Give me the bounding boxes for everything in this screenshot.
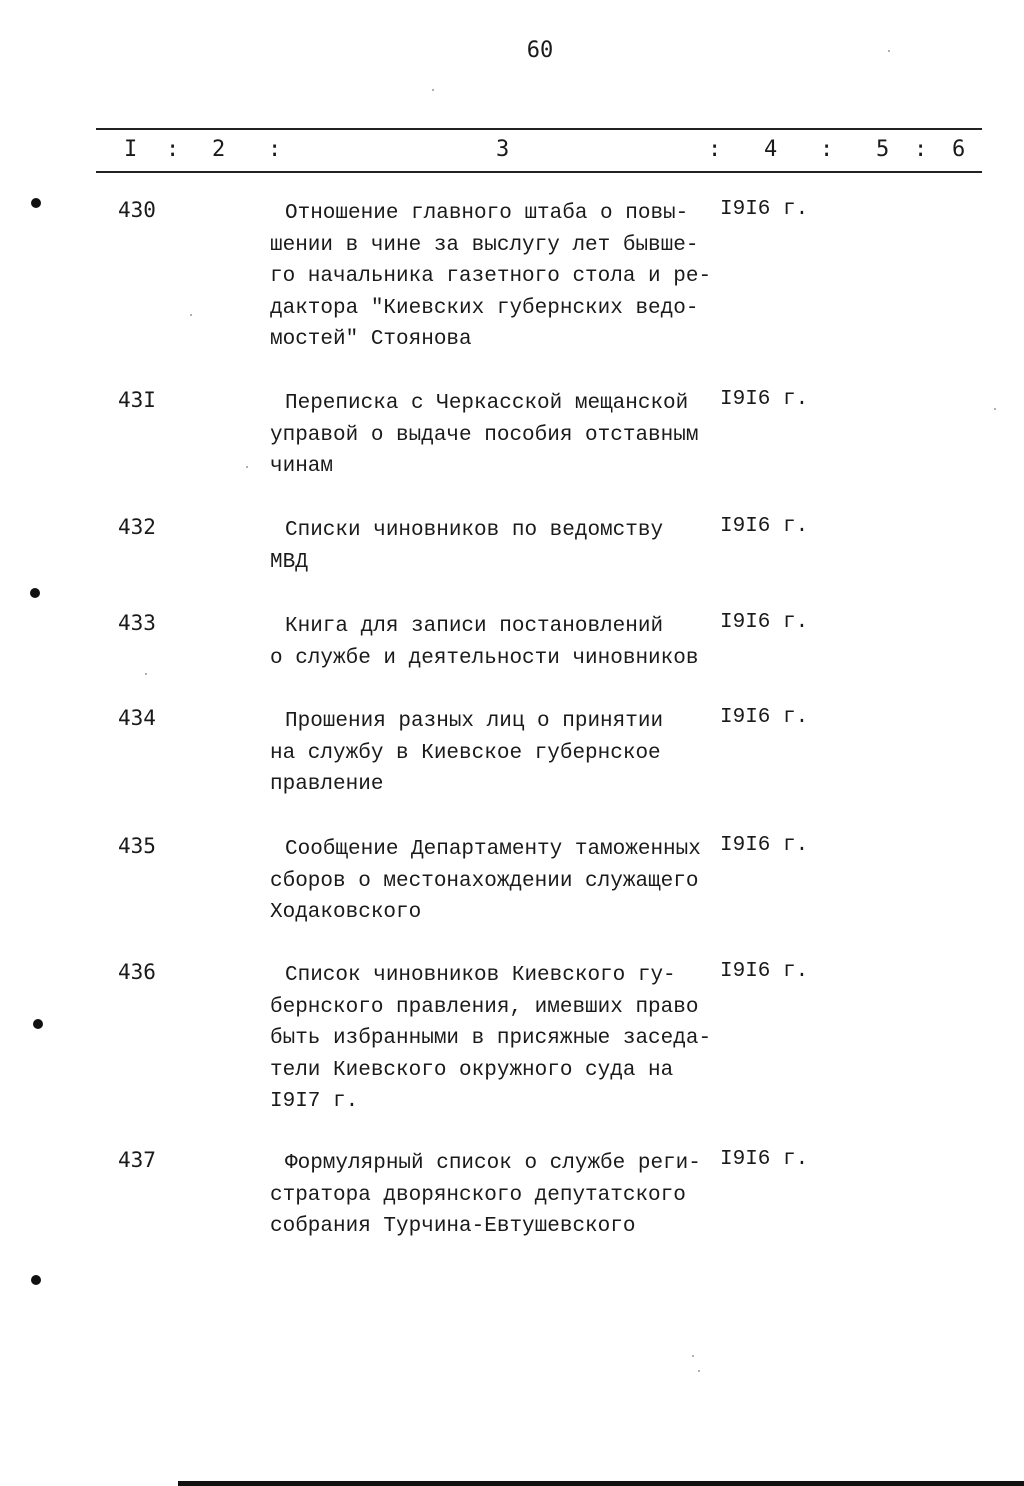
punch-hole-mark xyxy=(31,1275,41,1285)
column-separator: : xyxy=(708,137,722,162)
description-line: Книга для записи постановлений xyxy=(285,615,664,638)
punch-hole-mark xyxy=(31,198,41,208)
scan-speck xyxy=(698,1370,700,1372)
column-separator: : xyxy=(166,137,180,162)
file-description xyxy=(270,515,720,578)
column-label-5: 5 xyxy=(876,137,890,162)
file-date: I9I6 г. xyxy=(720,611,809,634)
scan-speck xyxy=(145,673,147,675)
description-line: Сообщение Департаменту таможенных xyxy=(285,838,701,861)
file-number: 436 xyxy=(118,960,156,984)
scan-speck xyxy=(246,466,248,468)
punch-hole-mark xyxy=(33,1019,43,1029)
description-line: бернского правления, имевших право xyxy=(270,995,699,1019)
description-line: Отношение главного штаба о повы- xyxy=(285,202,689,225)
file-number: 43I xyxy=(118,388,156,412)
punch-hole-mark xyxy=(30,588,40,598)
description-line: на службу в Киевское губернское xyxy=(270,741,661,765)
description-line: Формулярный список о службе реги- xyxy=(285,1152,701,1175)
file-date: I9I6 г. xyxy=(720,198,809,221)
scan-edge-bar xyxy=(178,1481,1024,1486)
description-line: сборов о местонахождении служащего xyxy=(270,869,699,893)
file-date: I9I6 г. xyxy=(720,960,809,983)
column-label-4: 4 xyxy=(764,137,778,162)
description-line: дактора "Киевских губернских ведо- xyxy=(270,296,699,320)
file-description xyxy=(270,706,720,801)
description-line: стратора дворянского депутатского xyxy=(270,1183,686,1207)
file-description xyxy=(270,611,720,674)
file-date: I9I6 г. xyxy=(720,1148,809,1171)
file-description xyxy=(270,1148,720,1243)
scan-speck xyxy=(994,408,996,410)
file-description xyxy=(270,960,720,1118)
file-date: I9I6 г. xyxy=(720,706,809,729)
description-line: мостей" Стоянова xyxy=(270,328,472,351)
description-line: чинам xyxy=(270,455,334,478)
description-line: Переписка с Черкасской мещанской xyxy=(285,392,689,415)
scan-speck xyxy=(432,89,434,91)
column-label-I: I xyxy=(124,137,138,162)
column-separator: : xyxy=(820,137,834,162)
file-number: 435 xyxy=(118,834,156,858)
description-line: тели Киевского окружного суда на xyxy=(270,1058,674,1082)
description-line: I9I7 г. xyxy=(270,1090,359,1113)
file-number: 433 xyxy=(118,611,156,635)
description-line: Список чиновников Киевского гу- xyxy=(285,964,676,987)
column-label-6: 6 xyxy=(952,137,966,162)
description-line: о службе и деятельности чиновников xyxy=(270,646,699,670)
description-line: го начальника газетного стола и ре- xyxy=(270,265,712,288)
header-top-rule xyxy=(96,128,982,130)
file-date: I9I6 г. xyxy=(720,515,809,538)
file-date: I9I6 г. xyxy=(720,834,809,857)
description-line: правление xyxy=(270,773,384,796)
file-date: I9I6 г. xyxy=(720,388,809,411)
page-number: 60 xyxy=(526,38,554,63)
scan-speck xyxy=(190,314,192,316)
file-number: 437 xyxy=(118,1148,156,1172)
description-line: Прошения разных лиц о принятии xyxy=(285,710,664,733)
description-line: Ходаковского xyxy=(270,901,422,924)
column-label-2: 2 xyxy=(212,137,226,162)
file-number: 434 xyxy=(118,706,156,730)
column-label-3: 3 xyxy=(496,137,510,162)
column-separator: : xyxy=(914,137,928,162)
header-bottom-rule xyxy=(96,171,982,173)
description-line: управой о выдаче пособия отставным xyxy=(270,423,699,447)
column-separator: : xyxy=(268,137,282,162)
scan-speck xyxy=(888,50,890,52)
file-description xyxy=(270,388,720,483)
description-line: собрания Турчина-Евтушевского xyxy=(270,1215,636,1238)
file-description xyxy=(270,198,720,356)
description-line: шении в чине за выслугу лет бывше- xyxy=(270,233,699,257)
description-line: быть избранными в присяжные заседа- xyxy=(270,1027,712,1050)
file-number: 430 xyxy=(118,198,156,222)
file-description xyxy=(270,834,720,929)
table-column-header xyxy=(96,137,982,167)
scan-speck xyxy=(692,1355,694,1357)
file-number: 432 xyxy=(118,515,156,539)
description-line: МВД xyxy=(270,550,308,574)
description-line: Списки чиновников по ведомству xyxy=(285,519,664,542)
